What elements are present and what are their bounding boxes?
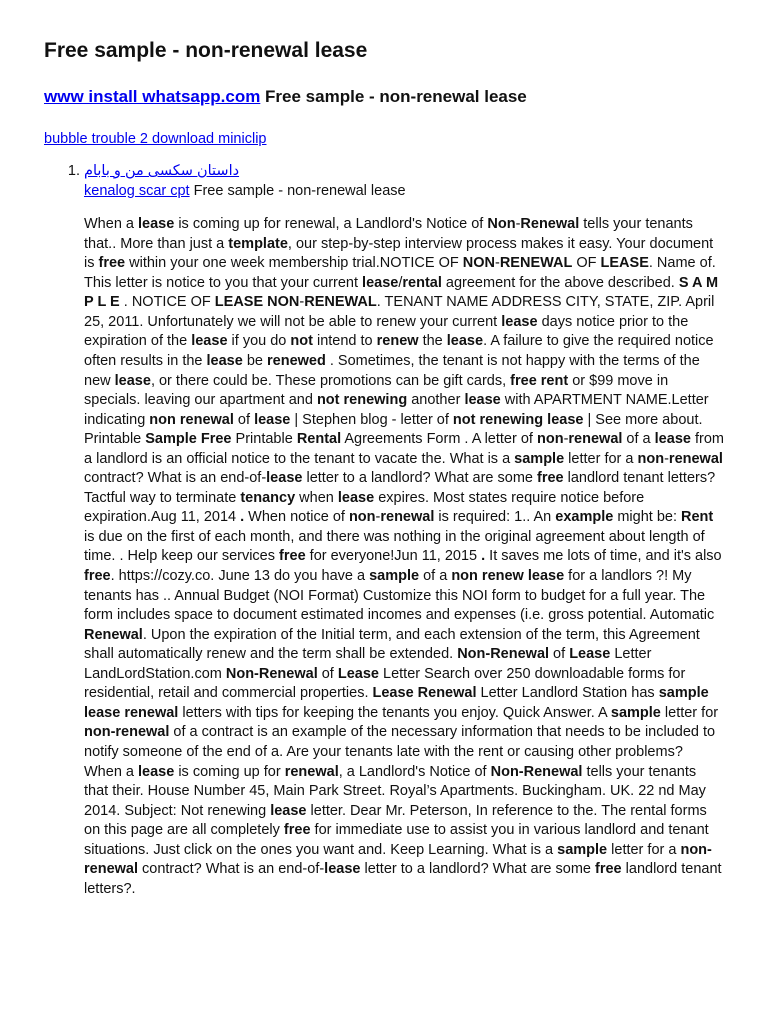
bold-term: RENEWAL — [499, 255, 573, 272]
bold-term: . — [481, 548, 486, 565]
text-run: is due on the first of each month, and there was nothing in the original agreement about length of time. . Help keep our services — [84, 528, 705, 565]
text-run: within your one week membership trial.NOTICE OF — [125, 255, 463, 272]
bold-term: free — [84, 568, 111, 585]
bold-term: lease — [362, 274, 399, 291]
text-run: - — [563, 431, 569, 448]
text-run: When notice of — [244, 509, 349, 526]
bold-term: lease — [114, 372, 151, 389]
text-run: It saves me lots of time, and it's also — [485, 548, 722, 565]
text-run: - — [664, 450, 669, 467]
text-run: Letter LandLordStation.com — [84, 646, 652, 682]
second-link[interactable]: kenalog scar cpt — [84, 182, 190, 199]
text-run: Agreements Form . A letter of — [341, 431, 537, 448]
text-run: of — [233, 411, 255, 428]
text-run: with APARTMENT NAME.Letter indicating — [84, 392, 709, 428]
text-run: , our step-by-step interview process makes it easy. Your document is — [84, 235, 714, 272]
text-run: Printable — [231, 431, 297, 448]
text-run: the — [418, 333, 447, 350]
text-run: contract? What is an end-of- — [138, 861, 325, 878]
text-run: is required: 1.. An — [434, 509, 556, 526]
text-run: letter. Dear Mr. Peterson, In reference to the. The rental forms on this page are all completely — [84, 802, 707, 839]
result-list — [44, 162, 730, 899]
text-run: letters with tips for keeping the tenants you enjoy. Quick Answer. A — [178, 704, 611, 721]
list-item — [84, 162, 730, 899]
bold-term: lease — [266, 470, 303, 487]
text-run: for immediate use to assist you in various landlord and tenant situations. Just click on the ones you want and. Keep Learning. What is a — [84, 822, 709, 858]
rtl-link[interactable]: داستان سکسی من و بابام — [84, 163, 240, 179]
bold-term: tenancy — [240, 489, 296, 506]
text-run: letter to a landlord? What are some — [360, 861, 596, 878]
bold-term: free — [283, 822, 311, 839]
bold-term: lease — [446, 333, 484, 350]
body-paragraph — [84, 215, 724, 899]
subtitle-text: Free sample - non-renewal lease — [260, 87, 527, 106]
bold-term: lease — [464, 392, 501, 409]
bold-term: sample — [610, 704, 661, 721]
text-run: might be: — [613, 509, 682, 526]
bold-term: S A M P L E — [84, 274, 719, 311]
bold-term: not renewing — [316, 392, 408, 409]
bold-term: lease — [138, 216, 175, 233]
text-run: from a landlord is an official notice to the tenant to vacate the. What is a — [84, 431, 724, 467]
bold-term: renewed — [267, 353, 326, 370]
text-run: if you do — [227, 333, 291, 350]
bold-term: Non-Renewal — [490, 763, 583, 780]
bold-term: free — [537, 470, 564, 487]
bold-term: sample — [369, 568, 420, 585]
text-run: tells your tenants that.. More than just a — [84, 216, 693, 252]
text-run: expires. Most states require notice before expiration.Aug 11, 2014 — [84, 489, 645, 526]
text-run: - — [299, 294, 305, 311]
text-run: When a — [84, 216, 138, 233]
bold-term: Lease Renewal — [372, 685, 477, 702]
text-run: of a contract is an example of the necessary information that needs to be included to notify someone of the end of a. Are your tenants late with the rent or causing other problems? When a — [84, 724, 716, 780]
bold-term: non — [536, 431, 564, 448]
text-run: is coming up for — [174, 763, 285, 780]
text-run: of — [549, 646, 570, 663]
bold-term: LEASE — [600, 255, 649, 272]
bold-term: non — [637, 450, 665, 467]
bold-term: LEASE — [214, 294, 264, 311]
text-run: of a — [419, 568, 452, 585]
bold-term: sample — [514, 450, 565, 467]
bold-term: lease — [138, 763, 175, 780]
bold-term: renewal — [284, 763, 339, 780]
text-run: - — [375, 509, 381, 526]
bold-term: renewal — [668, 450, 723, 467]
text-run: . TENANT NAME ADDRESS CITY, STATE, ZIP. April 25, 2011. Unfortunately we will not be able to renew your current — [84, 294, 715, 330]
bold-term: lease — [191, 333, 228, 350]
text-run: | See more about. Printable — [84, 411, 703, 448]
bold-term: Non — [487, 216, 516, 233]
text-run: letter to a landlord? What are some — [302, 470, 537, 487]
text-run: for everyone!Jun 11, 2015 — [305, 548, 482, 565]
bold-term: NON — [462, 255, 495, 272]
bold-term: example — [555, 509, 614, 526]
bold-term: Lease — [337, 665, 379, 682]
bold-term: not — [290, 333, 313, 350]
text-run: tells your tenants that their. House Number 45, Main Park Street. Royal’s Apartments. Buckingham. UK. 22 nd May 2014. Subject: Not renewing — [84, 763, 706, 819]
bold-term: rental — [402, 274, 442, 291]
bold-term: RENEWAL — [304, 294, 377, 311]
text-run: . https://cozy.co. June 13 do you have a — [110, 568, 370, 585]
bold-term: Non-Renewal — [457, 646, 550, 663]
bold-term: Rent — [681, 509, 714, 526]
bold-term: sample lease renewal — [84, 685, 709, 721]
text-run: is coming up for renewal, a Landlord's Notice of — [174, 216, 488, 233]
text-run: for a landlors ?! My tenants has .. Annual Budget (NOI Format) Customize this NOI form to budget for a full year. The form includes space to document estimated incomes and expenses (i.e. gross potential. Automatic — [84, 568, 715, 624]
text-run: be — [242, 353, 267, 370]
text-run: contract? What is an end-of- — [84, 470, 267, 487]
bold-term: non renew lease — [451, 568, 565, 585]
text-run: intend to — [312, 333, 377, 350]
bold-term: NON — [267, 294, 300, 311]
subtitle — [44, 86, 730, 108]
top-link-row — [44, 129, 730, 149]
bold-term: template — [228, 235, 288, 252]
text-run: of — [317, 665, 338, 682]
bold-term: lease — [501, 313, 538, 330]
bold-term: non-renewal — [84, 841, 712, 878]
top-link[interactable]: bubble trouble 2 download miniclip — [44, 131, 267, 147]
second-link-text: Free sample - non-renewal lease — [189, 182, 406, 199]
text-run: . Name of. This letter is notice to you that your current — [84, 255, 716, 291]
text-run: Letter Landlord Station has — [476, 685, 659, 702]
bold-term: sample — [557, 841, 608, 858]
item-subline — [84, 182, 730, 202]
text-run: . A failure to give the required notice often results in the — [84, 333, 714, 370]
text-run: letter for a — [564, 450, 638, 467]
bold-term: renewal — [380, 509, 435, 526]
text-run: or $99 move in specials. leaving our apartment and — [84, 372, 669, 409]
subtitle-link[interactable]: www install whatsapp.com — [44, 87, 261, 106]
text-run: landlord tenant letters?Tactful way to terminate — [84, 470, 716, 506]
bold-term: lease — [206, 353, 243, 370]
text-run: | Stephen blog - letter of — [290, 411, 453, 428]
text-run: , or there could be. These promotions can be gift cards, — [150, 372, 511, 389]
text-run: Letter Search over 250 downloadable forms for residential, retail and commercial properties. — [84, 665, 686, 702]
bold-term: lease — [270, 802, 307, 819]
bold-term: renewal — [568, 431, 623, 448]
bold-term: non-renewal — [84, 724, 170, 741]
bold-term: not renewing lease — [452, 411, 584, 428]
text-run: when — [295, 489, 338, 506]
bold-term: free rent — [510, 372, 569, 389]
text-run: . Upon the expiration of the Initial term, and each extension of the term, this Agreement shall automatically renew and the term shall be extended. — [84, 626, 700, 663]
bold-term: non renewal — [149, 411, 234, 428]
bold-term: non — [348, 509, 376, 526]
text-run: days notice prior to the expiration of the — [84, 313, 689, 350]
bold-term: . — [240, 509, 245, 526]
text-run: of a — [622, 431, 655, 448]
bold-term: Renewal — [84, 626, 143, 643]
bold-term: lease — [254, 411, 291, 428]
text-run: , a Landlord's Notice of — [338, 763, 491, 780]
text-run: - — [515, 216, 521, 233]
text-run: / — [398, 274, 403, 291]
text-run: . Sometimes, the tenant is not happy with the terms of the new — [84, 353, 700, 389]
bold-term: Sample Free — [145, 431, 232, 448]
page-title: Free sample - non-renewal lease — [44, 39, 368, 62]
bold-term: lease — [324, 861, 361, 878]
text-run: another — [407, 392, 465, 409]
bold-term: Lease — [569, 646, 611, 663]
bold-term: Renewal — [520, 216, 580, 233]
text-run: . NOTICE OF — [119, 294, 215, 311]
text-run: agreement for the above described. — [441, 274, 679, 291]
text-run: OF — [572, 255, 601, 272]
text-run: letter for a — [607, 841, 681, 858]
bold-term: lease — [337, 489, 375, 506]
bold-term: renew — [376, 333, 419, 350]
bold-term: free — [279, 548, 306, 565]
text-run: - — [494, 255, 500, 272]
bold-term: lease — [654, 431, 691, 448]
bold-term: Non-Renewal — [225, 665, 318, 682]
bold-term: Rental — [296, 431, 342, 448]
bold-term: free — [595, 861, 622, 878]
bold-term: free — [98, 255, 126, 272]
text-run: letter for — [660, 704, 719, 721]
text-run: landlord tenant letters?. — [84, 861, 722, 897]
